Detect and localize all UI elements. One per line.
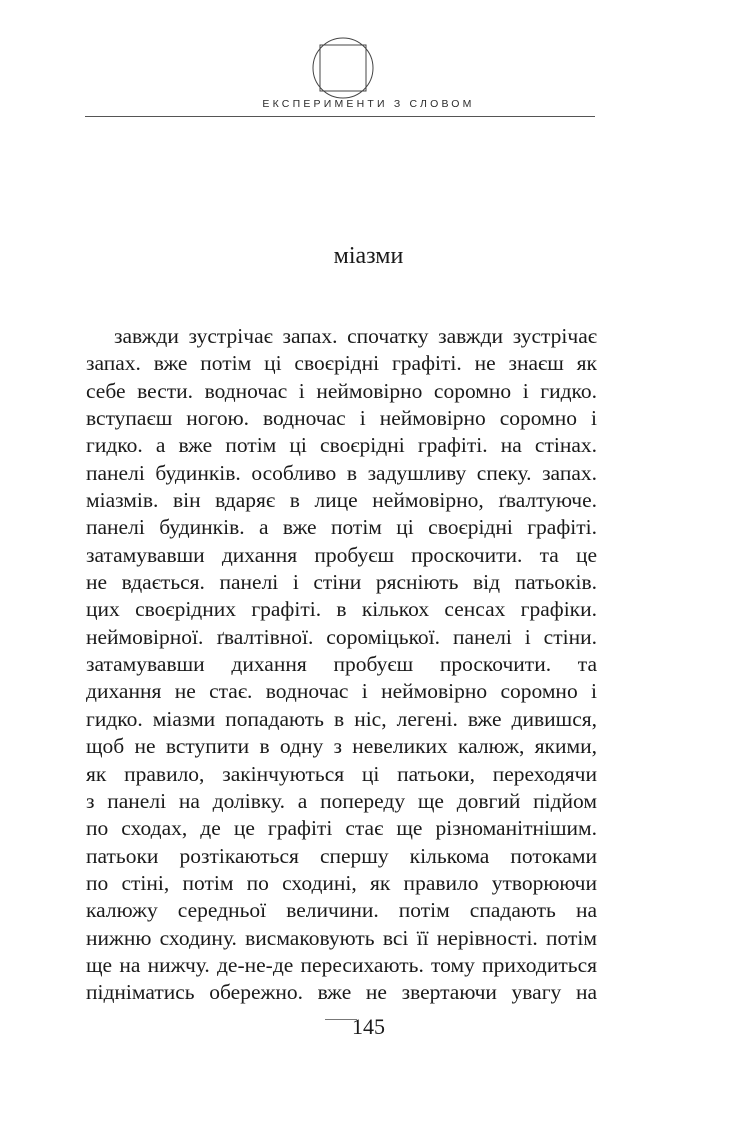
text-line: панелі будинків. а вже потім ці своєрідні графіті.	[86, 515, 597, 540]
text-line: нижню сходину. висмаковують всі її нерівності. потім	[86, 925, 597, 950]
text-line: неймовірної. ґвалтівної. сороміцької. панелі і стіни.	[86, 624, 597, 649]
text-line: міазмів. він вдаряє в лице неймовірно, ґвалтуюче.	[86, 488, 597, 513]
body-text	[86, 323, 597, 1007]
text-line: не вдається. панелі і стіни рясніють від патьоків.	[86, 570, 597, 595]
text-line: патьоки розтікаються спершу кількома потоками	[86, 843, 597, 868]
circle-in-square-icon	[312, 37, 374, 99]
text-line: з панелі на долівку. а попереду ще довгий підйом	[86, 788, 597, 813]
text-line: по стіні, потім по сходині, як правило утворюючи	[86, 870, 597, 895]
text-line: гидко. а вже потім ці своєрідні графіті. на стінах.	[86, 433, 597, 458]
header-rule	[85, 116, 595, 117]
text-line: вступаєш ногою. водночас і неймовірно соромно і	[86, 406, 597, 431]
text-line: по сходах, де це графіті стає ще різноманітнішим.	[86, 816, 597, 841]
text-line: панелі будинків. особливо в задушливу спеку. запах.	[86, 460, 597, 485]
text-line: як правило, закінчуються ці патьоки, переходячи	[86, 761, 597, 786]
text-line: дихання не стає. водночас і неймовірно соромно і	[86, 679, 597, 704]
running-head: ЕКСПЕРИМЕНТИ З СЛОВОМ	[262, 98, 475, 110]
chapter-title: міазми	[333, 243, 404, 269]
text-line: затамувавши дихання пробуєш проскочити. та це	[86, 542, 597, 567]
text-line: щоб не вступити в одну з невеликих калюж, якими,	[86, 734, 597, 759]
text-line: цих своєрідних графіті. в кількох сенсах графіки.	[86, 597, 597, 622]
text-line: ще на нижчу. де-не-де пересихають. тому приходиться	[86, 952, 597, 977]
text-line: затамувавши дихання пробуєш проскочити. та	[86, 652, 597, 677]
text-line: себе вести. водночас і неймовірно соромно і гидко.	[86, 378, 597, 403]
page-number: 145	[352, 1014, 385, 1039]
text-line: завжди зустрічає запах. спочатку завжди зустрічає	[114, 324, 597, 348]
text-line: калюжу середньої величини. потім спадають на	[86, 898, 597, 923]
text-line: запах. вже потім ці своєрідні графіті. не знаєш як	[86, 351, 597, 376]
text-line: гидко. міазми попадають в ніс, легені. вже дивишся,	[86, 706, 597, 731]
text-line: підніматись обережно. вже не звертаючи увагу на	[86, 980, 597, 1005]
